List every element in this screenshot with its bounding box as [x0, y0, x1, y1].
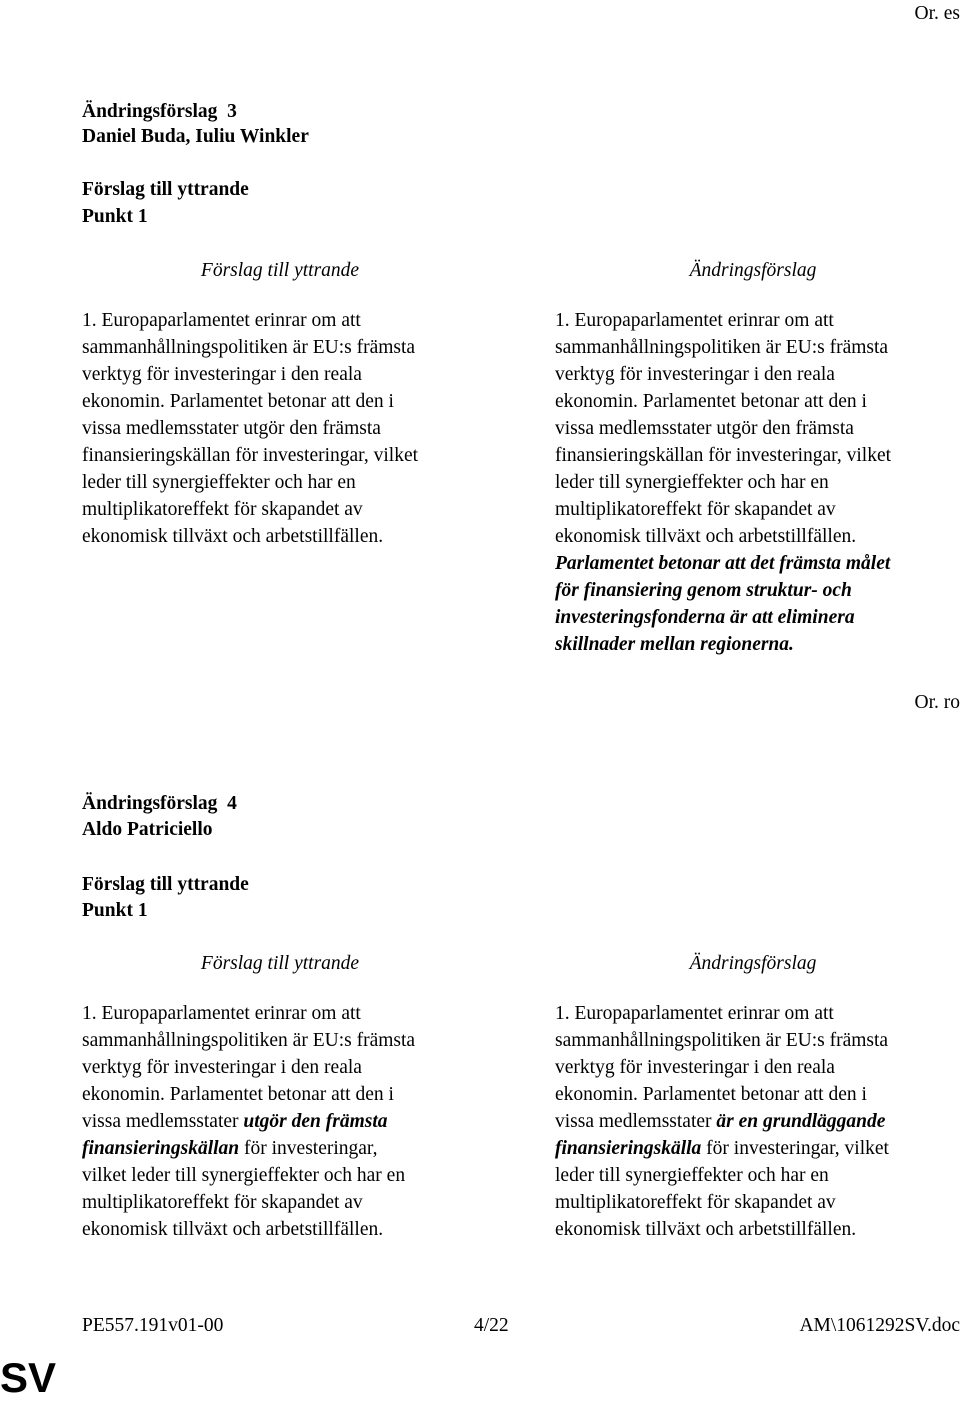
amendment-4-point: Punkt 1 [82, 900, 148, 921]
amendment-3-left-text: 1. Europaparlamentet erinrar om att sammanhållningspolitiken är EU:s främsta verktyg för investeringar i den reala ekonomin. Parlamentet betonar att den i vissa medlemsstater utgör den främsta finansieringskällan för investeringar, vilket leder till synergieffekter och har en multiplikatoreffekt för skapandet av ekonomisk tillväxt och arbetstillfällen. [82, 310, 419, 547]
amendment-4-left-pre: 1. Europaparlamentet erinrar om att sammanhållningspolitiken är EU:s främsta verktyg för investeringar i den reala ekonomin. Parlamentet betonar att den i vissa medlemsstater [82, 1003, 416, 1132]
amendment-3-authors: Daniel Buda, Iuliu Winkler [82, 126, 309, 147]
footer-document-name: AM\1061292SV.doc [799, 1315, 960, 1336]
amendment-3-right-added: Parlamentet betonar att det främsta målet för finansiering genom struktur- och investeringsfonderna är att eliminera skillnader mellan regionerna. [555, 553, 891, 655]
amendment-4-right-heading: Ändringsförslag [689, 953, 817, 974]
amendment-4-left-post: för investeringar, vilket leder till synergieffekter och har en multiplikatoreffekt för skapandet av ekonomisk tillväxt och arbetstillfällen. [82, 1138, 406, 1240]
amendment-4-document: Förslag till yttrande [82, 874, 249, 895]
amendment-4-left-emphasis: utgör den främsta finansieringskällan [82, 1111, 388, 1159]
footer-page-number: 4/22 [474, 1315, 509, 1336]
amendment-3-right-heading: Ändringsförslag [689, 260, 817, 281]
amendment-4-authors: Aldo Patriciello [82, 819, 213, 840]
amendment-3-right-text [555, 307, 960, 658]
amendment-3-point: Punkt 1 [82, 206, 148, 227]
amendment-3-left-heading: Förslag till yttrande [200, 260, 360, 281]
footer-reference: PE557.191v01-00 [82, 1315, 224, 1336]
amendment-4-left-text [82, 1000, 502, 1243]
original-language-top: Or. es [914, 3, 960, 24]
amendment-4-right-text [555, 1000, 960, 1243]
footer-language-code: SV [0, 1354, 57, 1401]
amendment-4-title: Ändringsförslag 4 [82, 793, 237, 814]
amendment-4-right-pre: 1. Europaparlamentet erinrar om att sammanhållningspolitiken är EU:s främsta verktyg för investeringar i den reala ekonomin. Parlamentet betonar att den i vissa medlemsstater [555, 1003, 889, 1132]
original-language-mid: Or. ro [914, 692, 960, 713]
amendment-4-right-post: för investeringar, vilket leder till synergieffekter och har en multiplikatoreffekt för skapandet av ekonomisk tillväxt och arbetstillfällen. [555, 1138, 889, 1240]
amendment-4-left-heading: Förslag till yttrande [200, 953, 360, 974]
amendment-3-document: Förslag till yttrande [82, 179, 249, 200]
amendment-4-right-emphasis: är en grundläggande finansieringskälla [555, 1111, 886, 1159]
amendment-3-right-base: 1. Europaparlamentet erinrar om att sammanhållningspolitiken är EU:s främsta verktyg för investeringar i den reala ekonomin. Parlamentet betonar att den i vissa medlemsstater utgör den främsta finansieringskällan för investeringar, vilket leder till synergieffekter och har en multiplikatoreffekt för skapandet av ekonomisk tillväxt och arbetstillfällen. [555, 310, 892, 547]
amendment-3-title: Ändringsförslag 3 [82, 101, 237, 122]
